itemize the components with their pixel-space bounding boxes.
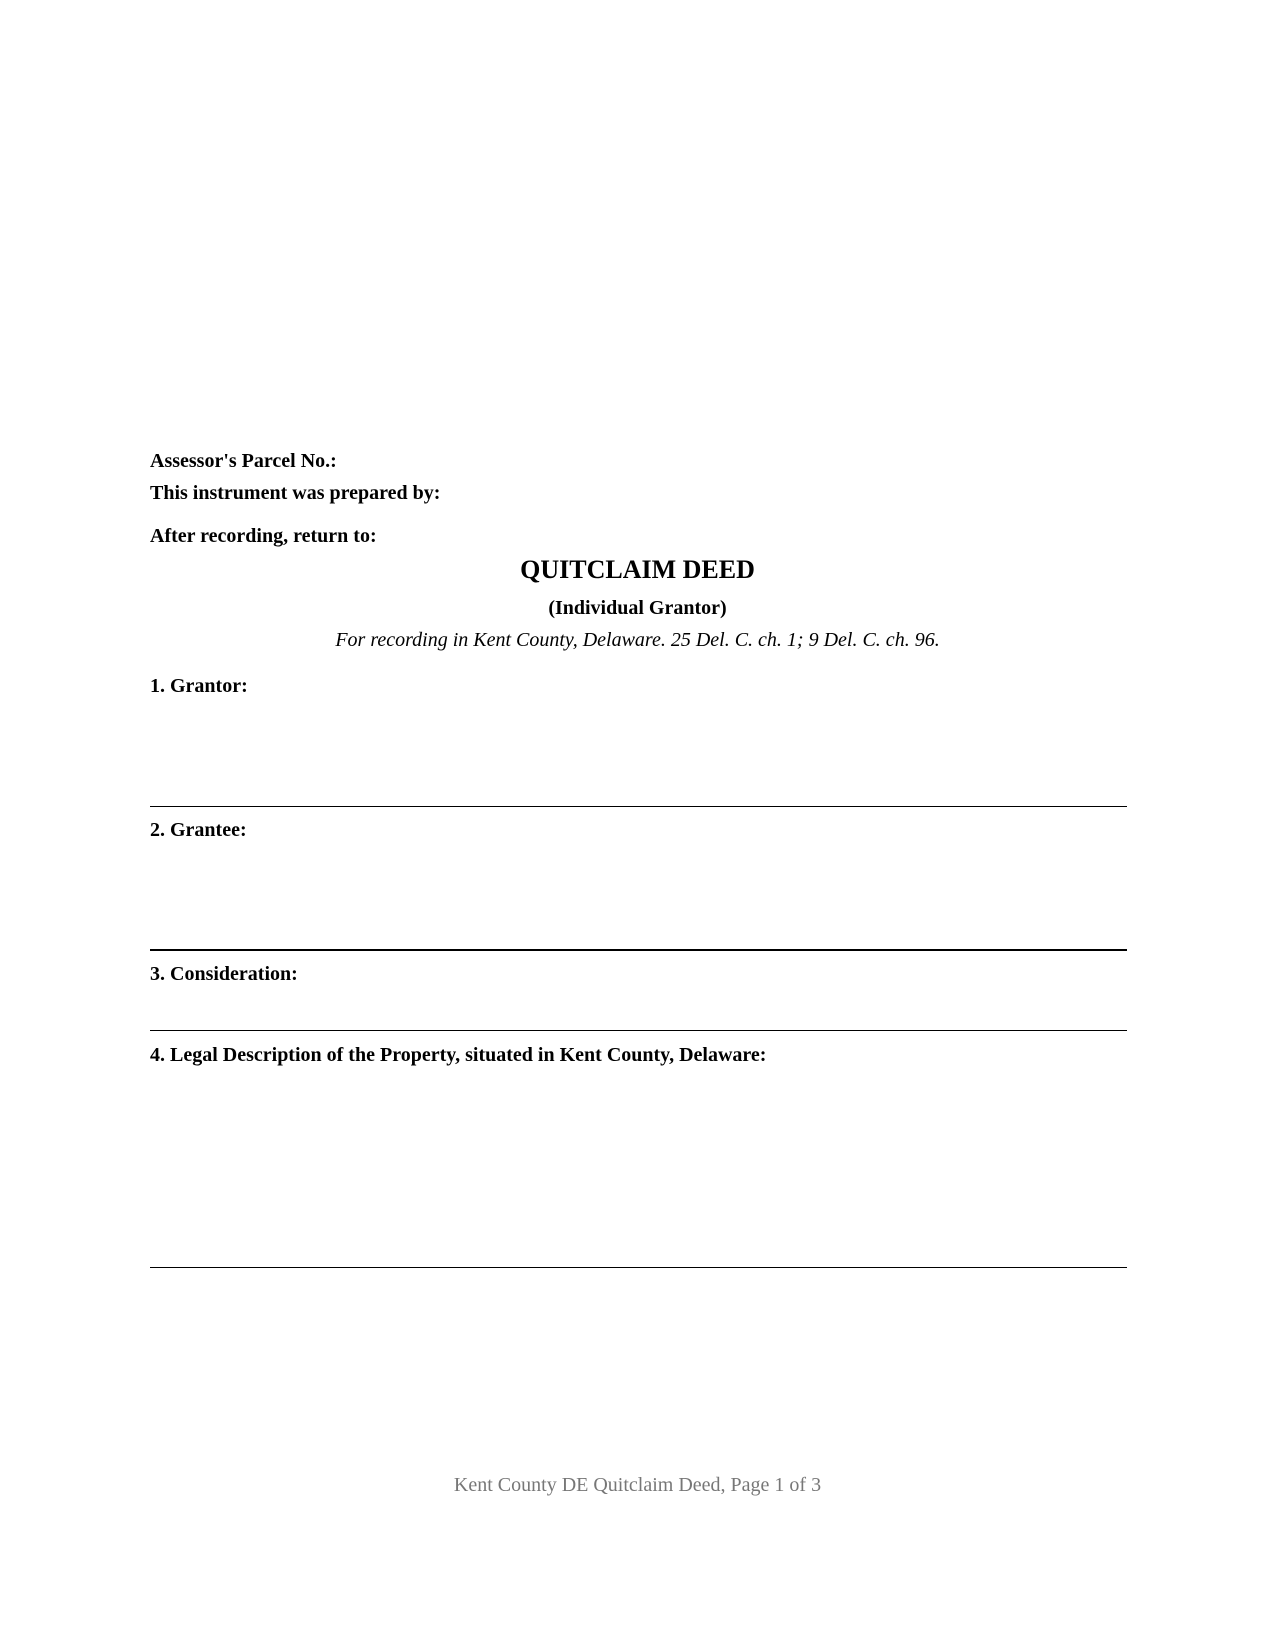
section-grantee-label: 2. Grantee: [150, 819, 247, 841]
parcel-number-label: Assessor's Parcel No.: [150, 450, 337, 472]
recording-note: For recording in Kent County, Delaware. 25 Del. C. ch. 1; 9 Del. C. ch. 96. [335, 629, 940, 651]
return-to-label: After recording, return to: [150, 525, 377, 547]
section-consideration-label: 3. Consideration: [150, 963, 298, 985]
grantee-divider [150, 949, 1127, 951]
legal-description-divider [150, 1267, 1127, 1268]
prepared-by-label: This instrument was prepared by: [150, 482, 441, 504]
grantor-divider [150, 806, 1127, 807]
section-grantor-label: 1. Grantor: [150, 675, 248, 697]
document-subtitle: (Individual Grantor) [548, 597, 727, 619]
document-title: QUITCLAIM DEED [520, 555, 755, 584]
consideration-divider [150, 1030, 1127, 1031]
page-footer: Kent County DE Quitclaim Deed, Page 1 of 3 [453, 1474, 822, 1496]
section-legal-description-label: 4. Legal Description of the Property, situated in Kent County, Delaware: [150, 1044, 767, 1066]
